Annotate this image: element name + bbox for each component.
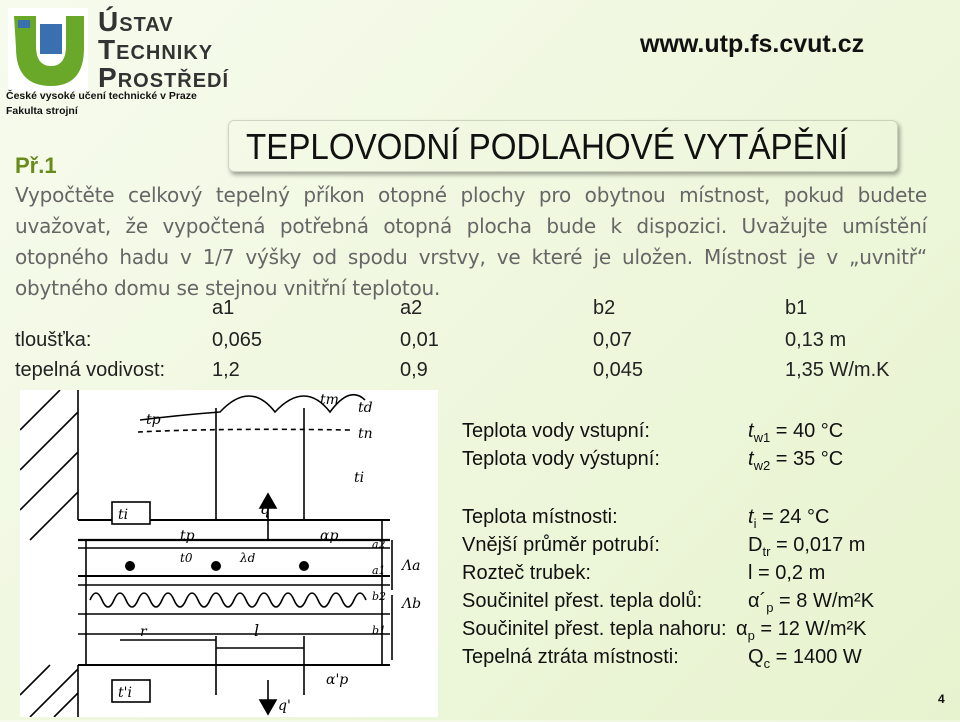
logo-cap-2: T (98, 34, 117, 65)
diagram-svg (20, 390, 438, 717)
label-tm: tm (320, 392, 339, 408)
example-label: Př.1 (15, 153, 57, 178)
param-symbol: Q (748, 646, 764, 668)
param-label: Tepelná ztráta místnosti: (462, 646, 679, 668)
param-symbol: t (748, 506, 754, 528)
param-subscript: w2 (753, 458, 771, 473)
table-cell: 0,9 (400, 359, 428, 381)
label-q: q (260, 499, 271, 518)
param-subscript: i (753, 516, 757, 531)
param-symbol: α (736, 618, 748, 640)
param-rest: = 8 W/m²K (773, 590, 875, 612)
param-symbol: D (748, 534, 763, 556)
label-ti-box: ti (118, 507, 129, 523)
label-b2: b2 (372, 590, 387, 603)
label-r: r (140, 624, 147, 640)
param-subscript: p (766, 600, 774, 615)
website-url[interactable]: www.utp.fs.cvut.cz (640, 30, 865, 58)
param-label: Součinitel přest. tepla nahoru: (462, 618, 727, 640)
param-label: Teplota vody vstupní: (462, 420, 650, 442)
page-number: 4 (938, 692, 945, 706)
floor-heating-diagram (20, 390, 438, 717)
table-cell: 0,13 m (785, 329, 847, 351)
label-lambda-a: Λa (402, 558, 421, 574)
label-t0: t0 (180, 551, 193, 565)
table-cell: 0,01 (400, 329, 439, 351)
param-rest: = 24 °C (756, 506, 830, 528)
param-value (748, 420, 843, 445)
param-subscript: w1 (753, 430, 771, 445)
table-cell: 1,2 (212, 359, 240, 381)
label-b1: b1 (372, 624, 387, 637)
param-symbol: α´ (748, 590, 767, 612)
param-label: Teplota vody výstupní: (462, 448, 660, 470)
param-subscript: tr (762, 544, 771, 559)
logo-mark (6, 6, 96, 96)
param-rest: = 40 °C (770, 420, 844, 442)
label-ti: ti (354, 470, 365, 486)
param-value (748, 646, 862, 671)
param-value (748, 448, 843, 473)
label-ti-prime: t'i (118, 685, 132, 701)
param-rest: = 0,2 m (752, 562, 826, 584)
param-symbol: l (748, 562, 753, 584)
logo-faculty: Fakulta strojní (6, 105, 78, 117)
param-rest: = 12 W/m²K (754, 618, 867, 640)
param-rest: = 35 °C (770, 448, 844, 470)
label-l: l (254, 621, 260, 640)
table-header: b2 (593, 297, 616, 319)
param-value (748, 506, 830, 531)
label-alpha-p-prime: α'p (326, 672, 349, 688)
param-value (736, 618, 867, 643)
table-header: a2 (400, 297, 423, 319)
param-value (748, 590, 874, 615)
label-tp-top: tp (146, 412, 161, 428)
label-a1: a1 (372, 564, 386, 577)
param-rest: = 1400 W (770, 646, 862, 668)
label-tn: tn (358, 426, 373, 442)
table-header: b1 (785, 297, 808, 319)
table-cell: 0,07 (593, 329, 632, 351)
table-cell: 1,35 W/m.K (785, 359, 890, 381)
row-label: tepelná vodivost: (15, 359, 166, 381)
param-subscript: p (747, 628, 755, 643)
logo-rest-2: ECHNIKY (116, 42, 214, 64)
label-alpha-p: αp (320, 528, 339, 544)
label-lambda-d: λd (240, 551, 256, 565)
problem-description: Vypočtěte celkový tepelný příkon otopné plochy pro obytnou místnost, pokud budete uvažovat, že vypočtená potřebná otopná plocha bude k dispozici. Uvažujte umístění otopného hadu v 1/7 výšky od spodu vrstvy, ve které je uložen. Místnost je v „uvnitř“ obytného domu se stejnou vnitřní teplotou. (15, 183, 927, 300)
param-label: Teplota místnosti: (462, 506, 618, 528)
table-cell: 0,065 (212, 329, 263, 351)
logo-rest-1: STAV (119, 14, 174, 36)
param-label: Součinitel přest. tepla dolů: (462, 590, 703, 612)
param-rest: = 0,017 m (770, 534, 866, 556)
table-header: a1 (212, 297, 235, 319)
label-q-prime: q' (278, 698, 291, 714)
param-symbol: t (748, 448, 754, 470)
param-label: Rozteč trubek: (462, 562, 591, 584)
row-label: tloušťka: (15, 329, 92, 351)
logo-cap-3: P (98, 62, 118, 93)
label-td: td (358, 400, 373, 416)
logo-rest-3: ROSTŘEDÍ (117, 70, 230, 92)
logo (6, 4, 228, 120)
logo-university: České vysoké učení technické v Praze (6, 90, 197, 102)
param-value (748, 534, 865, 559)
slide-title: TEPLOVODNÍ PODLAHOVÉ VYTÁPĚNÍ (246, 126, 848, 167)
table-cell: 0,045 (593, 359, 644, 381)
param-label: Vnější průměr potrubí: (462, 534, 660, 556)
param-value (748, 562, 825, 587)
param-symbol: t (748, 420, 754, 442)
label-lambda-b: Λb (402, 596, 422, 612)
param-subscript: c (763, 656, 771, 671)
label-a2: a2 (372, 538, 386, 551)
label-tp: tp (180, 528, 195, 544)
logo-cap-1: Ú (98, 6, 120, 37)
